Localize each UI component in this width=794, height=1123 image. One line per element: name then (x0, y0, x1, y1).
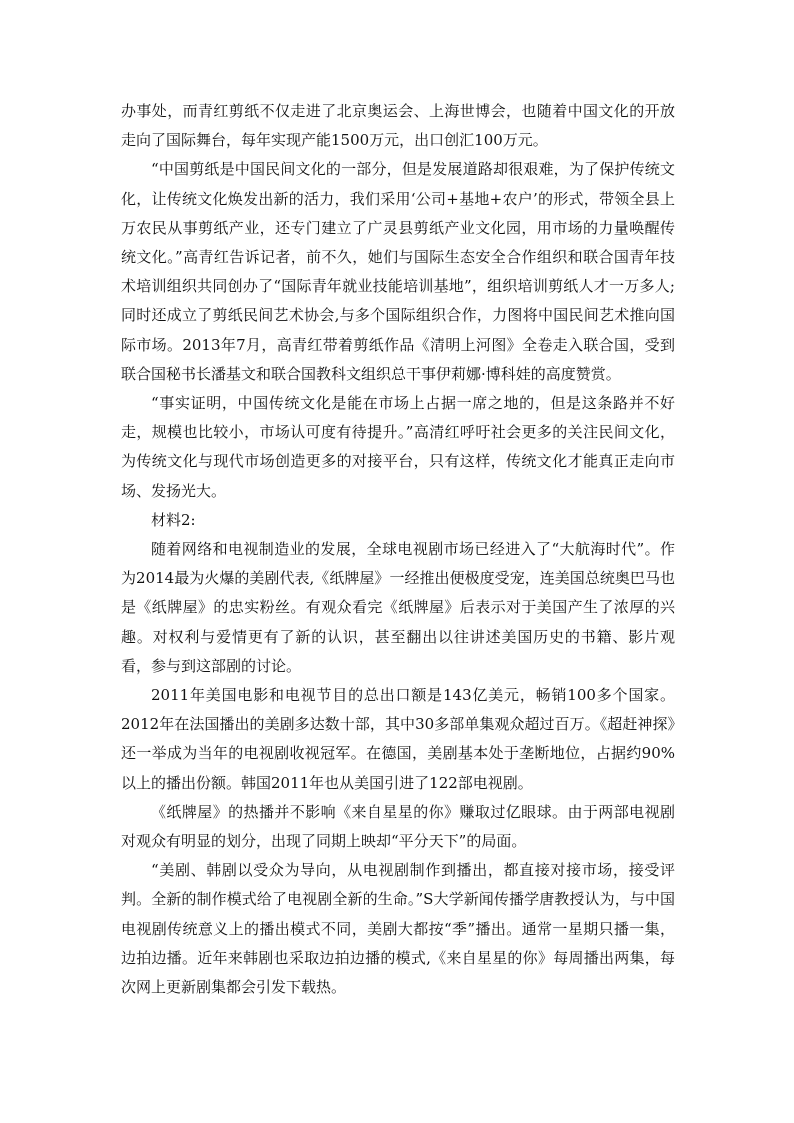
section-label: 材料2: (151, 510, 196, 529)
paragraph-4: 随着网络和电视制造业的发展，全球电视剧市场已经进入了“大航海时代”。作为2014最为火爆的美剧代表,《纸牌屋》一经推出便极度受宠，连美国总统奥巴马也是《纸牌屋》的忠实粉丝。有观众看完《纸牌屋》后表示对于美国产生了浓厚的兴趣。对权利与爱情更有了新的认识，甚至翻出以往讲述美国历史的书籍、影片观看，参与到这部剧的讨论。 (121, 540, 675, 675)
paragraph-7: “美剧、韩剧以受众为导向，从电视剧制作到播出，都直接对接市场，接受评判。全新的制作模式给了电视剧全新的生命。”S大学新闻传播学唐教授认为，与中国电视剧传统意义上的播出模式不同，美剧大都按“季”播出。通常一星期只播一集，边拍边播。近年来韩剧也采取边拍边播的模式,《来自星星的你》每周播出两集，每次网上更新剧集都会引发下载热。 (121, 861, 675, 997)
paragraph-2: “中国剪纸是中国民间文化的一部分，但是发展道路却很艰难，为了保护传统文化，让传统文化焕发出新的活力，我们采用‘公司+基地+农户’的形式，带领全县上万农民从事剪纸产业，还专门建立了广灵县剪纸产业文化园，用市场的力量唤醒传统文化。”高青红告诉记者，前不久，她们与国际生态安全合作组织和联合国青年技术培训组织共同创办了“国际青年就业技能培训基地”，组织培训剪纸人才一万多人;同时还成立了剪纸民间艺术协会,与多个国际组织合作，力图将中国民间艺术推向国际市场。2013年7月，高青红带着剪纸作品《清明上河图》全卷走入联合国，受到联合国秘书长潘基文和联合国教科文组织总干事伊莉娜·博科娃的高度赞赏。 (121, 160, 675, 383)
paragraph-5: 2011年美国电影和电视节目的总出口额是143亿美元，畅销100多个国家。2012年在法国播出的美剧多达数十部，其中30多部单集观众超过百万。《超赶神探》还一举成为当年的电视剧收视冠军。在德国，美剧基本处于垄断地位，占据约90%以上的播出份额。韩国2011年也从美国引进了122部电视剧。 (121, 686, 675, 792)
paragraph-3: “事实证明，中国传统文化是能在市场上占据一席之地的，但是这条路并不好走，规模也比较小，市场认可度有待提升。”高清红呼吁社会更多的关注民间文化，为传统文化与现代市场创造更多的对接平台，只有这样，传统文化才能真正走向市场、发扬光大。 (121, 394, 675, 500)
paragraph-1: 办事处，而青红剪纸不仅走进了北京奥运会、上海世博会，也随着中国文化的开放走向了国际舞台，每年实现产能1500万元，出口创汇100万元。 (121, 102, 675, 150)
document-page (121, 97, 675, 1002)
paragraph-6: 《纸牌屋》的热播并不影响《来自星星的你》赚取过亿眼球。由于两部电视剧对观众有明显的划分，出现了同期上映却“平分天下”的局面。 (121, 802, 675, 851)
